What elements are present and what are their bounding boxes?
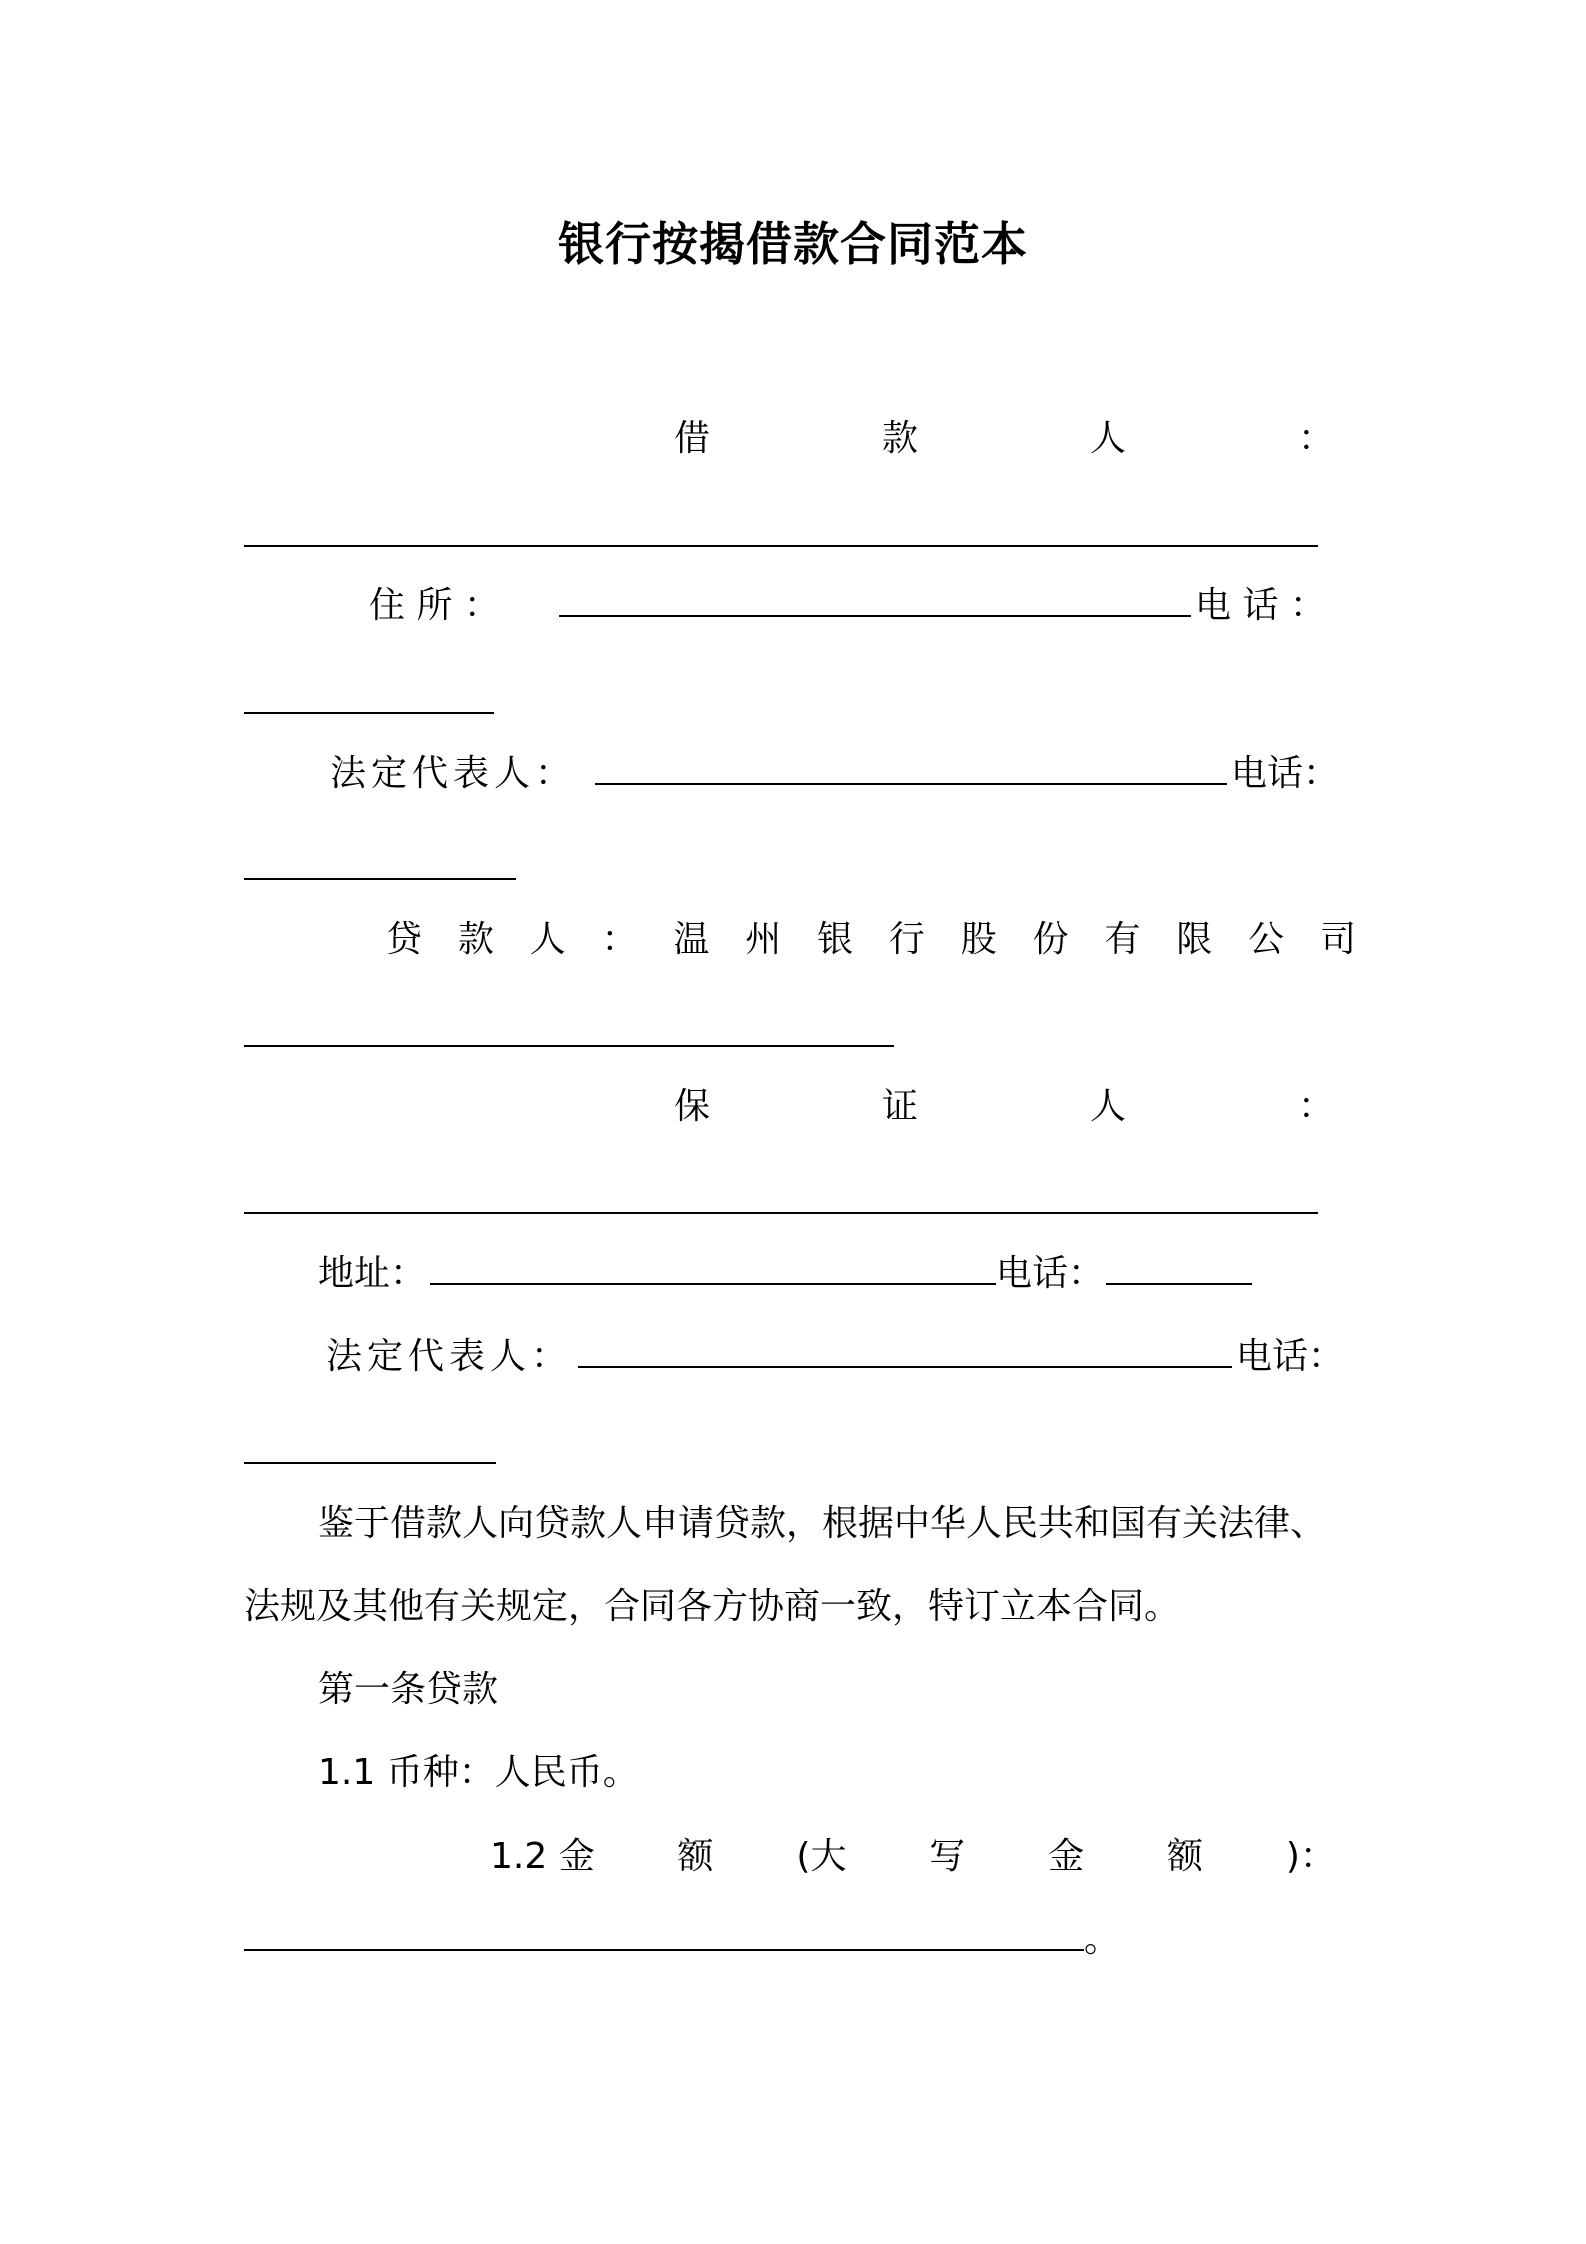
item-1-2-part: (大 <box>796 1836 847 1877</box>
borrower-rep-field[interactable] <box>595 753 1227 785</box>
intro-line-1: 鉴于借款人向贷款人申请贷款，根据中华人民共和国有关法律、 <box>318 1503 1327 1544</box>
guarantor-address-label: 地址： <box>318 1253 427 1294</box>
guarantor-address-row <box>318 1250 1252 1298</box>
guarantor-rep-phone-field[interactable] <box>244 1462 496 1464</box>
guarantor-phone-field[interactable] <box>1106 1253 1252 1285</box>
guarantor-label-row <box>674 1083 1334 1131</box>
item-1-2-part: 金 <box>1048 1836 1085 1877</box>
lender-char: 公 <box>1248 919 1285 960</box>
amount-row <box>244 1916 1120 1964</box>
lender-char: 行 <box>888 919 925 960</box>
guarantor-label-char: 保 <box>674 1086 711 1127</box>
borrower-rep-row <box>330 750 1339 798</box>
lender-char: 司 <box>1319 919 1356 960</box>
guarantor-address-field[interactable] <box>430 1253 996 1285</box>
lender-char: 款 <box>457 919 494 960</box>
borrower-label-char: 人 <box>1089 418 1126 459</box>
borrower-phone-field[interactable] <box>244 712 494 714</box>
guarantor-rep-phone-label: 电话： <box>1236 1336 1345 1377</box>
guarantor-name-field[interactable] <box>244 1212 1318 1214</box>
item-1-2-part: )： <box>1285 1836 1336 1877</box>
borrower-label-row <box>674 415 1334 463</box>
lender-char: 限 <box>1176 919 1213 960</box>
guarantor-label-char: 人 <box>1089 1086 1126 1127</box>
lender-char: 州 <box>745 919 782 960</box>
lender-char: 银 <box>817 919 854 960</box>
item-1-2-part: 写 <box>929 1836 966 1877</box>
lender-char: 份 <box>1032 919 1069 960</box>
lender-char: ： <box>601 919 638 960</box>
amount-end-mark: 。 <box>1084 1919 1121 1960</box>
borrower-rep-phone-field[interactable] <box>244 878 516 880</box>
lender-row <box>386 916 1356 964</box>
guarantor-phone-label: 电话： <box>996 1253 1105 1294</box>
lender-char: 温 <box>673 919 710 960</box>
item-1-1: 1.1 币种：人民币。 <box>318 1752 639 1793</box>
borrower-rep-phone-label: 电话： <box>1231 753 1340 794</box>
borrower-address-row <box>369 582 1326 630</box>
guarantor-label-char: ： <box>1297 1086 1334 1127</box>
borrower-rep-label: 法定代表人： <box>330 753 577 794</box>
borrower-address-label: 住 所 ： <box>369 585 500 626</box>
guarantor-rep-label: 法定代表人： <box>326 1336 573 1377</box>
lender-char: 有 <box>1104 919 1141 960</box>
lender-char: 人 <box>529 919 566 960</box>
borrower-label-char: 款 <box>881 418 918 459</box>
guarantor-rep-field[interactable] <box>578 1336 1232 1368</box>
borrower-address-field[interactable] <box>559 585 1191 617</box>
borrower-name-field[interactable] <box>244 545 1318 547</box>
guarantor-rep-row <box>326 1333 1344 1381</box>
document-title: 银行按揭借款合同范本 <box>558 217 1028 271</box>
borrower-label-char: ： <box>1297 418 1334 459</box>
item-1-2-part: 1.2 金 <box>490 1836 595 1877</box>
borrower-label-char: 借 <box>674 418 711 459</box>
lender-char: 股 <box>960 919 997 960</box>
item-1-2-row <box>490 1833 1336 1881</box>
amount-field[interactable] <box>244 1919 1084 1951</box>
lender-char: 贷 <box>386 919 423 960</box>
intro-line-2: 法规及其他有关规定，合同各方协商一致，特订立本合同。 <box>244 1586 1181 1627</box>
article-1-title: 第一条贷款 <box>318 1669 499 1710</box>
item-1-2-part: 额 <box>1167 1836 1204 1877</box>
item-1-2-part: 额 <box>677 1836 714 1877</box>
guarantor-label-char: 证 <box>881 1086 918 1127</box>
lender-field[interactable] <box>244 1045 894 1047</box>
borrower-phone-label: 电 话 ： <box>1195 585 1326 626</box>
